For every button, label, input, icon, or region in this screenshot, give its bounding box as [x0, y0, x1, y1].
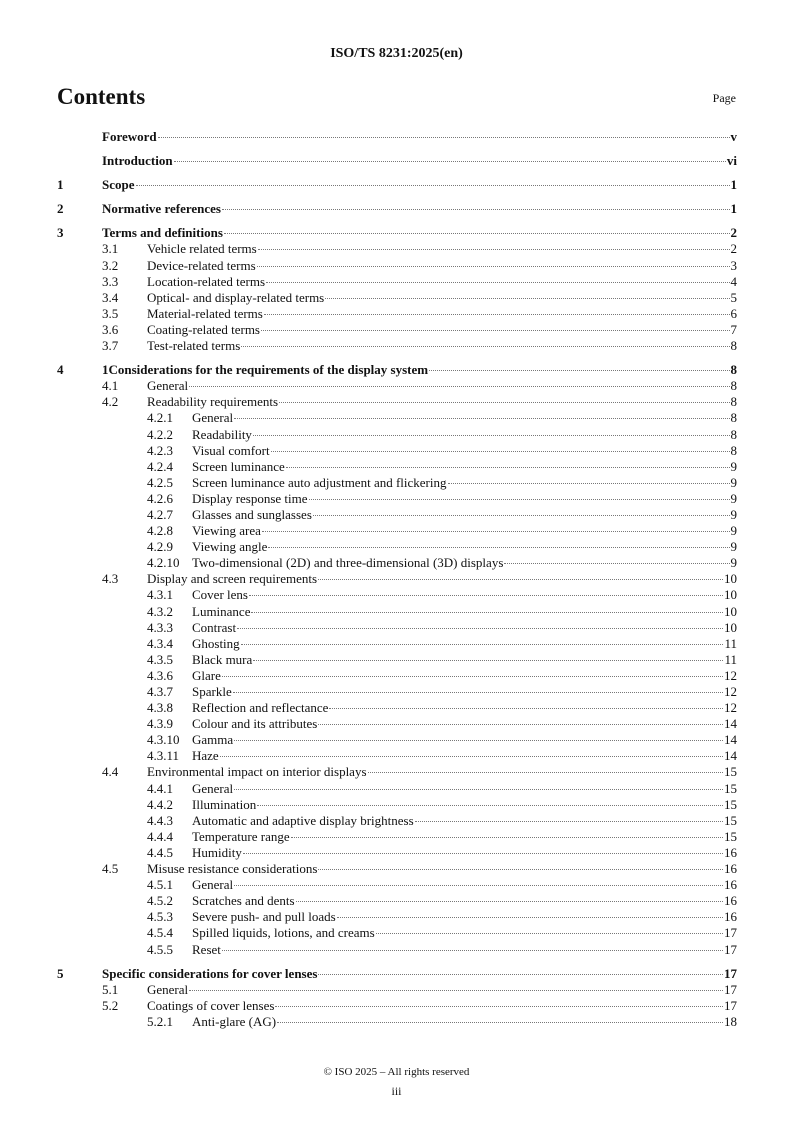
toc-entry-number: 4.4.4	[147, 828, 173, 844]
toc-entry-page: 16	[724, 909, 737, 925]
toc-entry-page: 15	[724, 812, 737, 828]
toc-entry-page: 8	[730, 410, 737, 426]
toc-dot-leader	[234, 789, 723, 790]
toc-entry-number: 3.7	[102, 338, 119, 354]
toc-dot-leader	[174, 161, 726, 162]
toc-entry-page: 16	[724, 844, 737, 860]
toc-entry-title: Temperature range	[192, 828, 290, 844]
toc-entry[interactable]	[57, 394, 737, 410]
toc-entry-number: 3.3	[102, 273, 119, 289]
toc-entry-number: 3.5	[102, 305, 119, 321]
toc-dot-leader	[325, 298, 729, 299]
toc-entry-page: 3	[730, 257, 737, 273]
toc-entry-title: Scratches and dents	[192, 893, 295, 909]
toc-entry-title: Haze	[192, 748, 219, 764]
toc-dot-leader	[222, 209, 730, 210]
toc-entry[interactable]	[57, 177, 737, 193]
toc-entry-number: 3.1	[102, 241, 119, 257]
toc-entry-number: 4.2.6	[147, 490, 173, 506]
toc-entry[interactable]	[57, 427, 737, 443]
toc-dot-leader	[415, 821, 723, 822]
toc-dot-leader	[264, 314, 730, 315]
toc-entry-page: 10	[724, 603, 737, 619]
toc-entry-page: 8	[730, 442, 737, 458]
toc-entry-number: 4.2.4	[147, 458, 173, 474]
toc-entry-number: 3.6	[102, 321, 119, 337]
toc-entry[interactable]	[57, 338, 737, 354]
toc-entry[interactable]	[57, 258, 737, 274]
toc-entry[interactable]	[57, 748, 737, 764]
toc-entry-number: 4.4	[102, 764, 119, 780]
toc-dot-leader	[318, 974, 723, 975]
toc-entry-number: 3	[57, 225, 64, 241]
toc-entry-page: 16	[724, 893, 737, 909]
page-number: iii	[391, 1084, 402, 1098]
toc-dot-leader	[296, 901, 723, 902]
toc-entry-page: 9	[730, 555, 737, 571]
toc-entry-title: General	[147, 378, 189, 394]
toc-entry[interactable]	[57, 942, 737, 958]
toc-entry-number: 4.3.9	[147, 716, 173, 732]
toc-entry-page: 16	[724, 861, 737, 877]
toc-dot-leader	[329, 708, 723, 709]
toc-entry-page: 8	[730, 394, 737, 410]
toc-dot-leader	[257, 805, 723, 806]
toc-entry-number: 5.2.1	[147, 1013, 173, 1029]
toc-entry-title: Misuse resistance considerations	[147, 861, 318, 877]
toc-dot-leader	[368, 772, 723, 773]
toc-entry-number: 4.3.2	[147, 603, 173, 619]
toc-entry[interactable]	[57, 668, 737, 684]
toc-entry[interactable]	[57, 1014, 737, 1030]
toc-entry-title: Material-related terms	[147, 305, 263, 321]
toc-entry-title: Gamma	[192, 732, 234, 748]
toc-dot-leader	[268, 547, 729, 548]
toc-entry-page: 4	[730, 273, 737, 289]
toc-entry-page: vi	[726, 153, 737, 169]
toc-entry-page: 8	[730, 362, 737, 378]
toc-dot-leader	[222, 676, 723, 677]
toc-entry-number: 3.4	[102, 289, 119, 305]
toc-entry-title: Reset	[192, 941, 221, 957]
toc-entry-page: 9	[730, 474, 737, 490]
toc-entry[interactable]	[57, 571, 737, 587]
toc-entry-page: 17	[724, 941, 737, 957]
toc-entry-number: 4.3.1	[147, 587, 173, 603]
toc-entry[interactable]	[57, 241, 737, 257]
toc-dot-leader	[448, 483, 730, 484]
toc-entry-page: 17	[724, 981, 737, 997]
toc-dot-leader	[275, 1006, 723, 1007]
toc-entry-title: Normative references	[102, 201, 221, 217]
toc-entry-number: 2	[57, 201, 64, 217]
toc-dot-leader	[309, 499, 730, 500]
toc-entry-page: 14	[724, 748, 737, 764]
toc-entry-title: Coating-related terms	[147, 321, 260, 337]
toc-entry-number: 4.2.1	[147, 410, 173, 426]
toc-entry[interactable]	[57, 636, 737, 652]
toc-entry[interactable]	[57, 764, 737, 780]
toc-entry[interactable]	[57, 443, 737, 459]
toc-dot-leader	[337, 917, 723, 918]
toc-entry-title: Display response time	[192, 490, 308, 506]
toc-entry-title: Display and screen requirements	[147, 571, 318, 587]
toc-dot-leader	[291, 837, 723, 838]
toc-dot-leader	[241, 346, 729, 347]
toc-entry-title: Terms and definitions	[102, 225, 223, 241]
toc-entry-page: 10	[724, 587, 737, 603]
toc-entry-page: 6	[730, 305, 737, 321]
toc-entry[interactable]	[57, 322, 737, 338]
toc-entry-title: Glare	[192, 667, 221, 683]
toc-entry[interactable]	[57, 966, 737, 982]
toc-entry-page: 9	[730, 490, 737, 506]
toc-entry[interactable]	[57, 813, 737, 829]
toc-entry-page: 2	[730, 225, 737, 241]
toc-entry-title: Location-related terms	[147, 273, 266, 289]
toc-entry-title: Anti-glare (AG)	[192, 1013, 277, 1029]
toc-entry-title: Spilled liquids, lotions, and creams	[192, 925, 375, 941]
toc-entry-number: 4.3.3	[147, 619, 173, 635]
toc-entry-number: 4.3.6	[147, 667, 173, 683]
toc-entry-title: Optical- and display-related terms	[147, 289, 325, 305]
toc-entry-page: 9	[730, 523, 737, 539]
copyright-footer: © ISO 2025 – All rights reserved	[323, 1066, 470, 1078]
toc-entry-page: 12	[724, 667, 737, 683]
toc-entry-number: 4.5.2	[147, 893, 173, 909]
toc-entry-number: 4.5.4	[147, 925, 173, 941]
toc-entry-page: 15	[724, 796, 737, 812]
toc-entry[interactable]	[57, 684, 737, 700]
toc-entry-title: Vehicle related terms	[147, 241, 257, 257]
toc-entry[interactable]	[57, 716, 737, 732]
toc-entry-title: Readability	[192, 426, 252, 442]
toc-entry-number: 4.3.7	[147, 684, 173, 699]
toc-dot-leader	[243, 853, 723, 854]
toc-entry-title: Screen luminance auto adjustment and flickering	[192, 474, 447, 490]
toc-dot-leader	[286, 467, 730, 468]
toc-entry-page: 5	[730, 289, 737, 305]
toc-entry-page: 14	[724, 732, 737, 748]
toc-entry-number: 4.4.1	[147, 780, 173, 796]
toc-dot-leader	[504, 563, 729, 564]
toc-entry-page: 8	[730, 338, 737, 354]
document-header: ISO/TS 8231:2025(en)	[330, 46, 463, 61]
toc-entry[interactable]	[57, 410, 737, 426]
toc-entry-title: Foreword	[102, 129, 157, 144]
toc-entry[interactable]	[57, 555, 737, 571]
toc-entry[interactable]	[57, 877, 737, 893]
toc-entry-title: Two-dimensional (2D) and three-dimensional (3D) displays	[192, 555, 504, 571]
toc-entry-page: 2	[730, 241, 737, 257]
toc-entry-title: Illumination	[192, 796, 257, 812]
toc-entry-number: 4.4.2	[147, 796, 173, 812]
toc-entry-page: 8	[730, 426, 737, 442]
toc-entry-number: 4.3.4	[147, 635, 173, 651]
toc-entry[interactable]	[57, 378, 737, 394]
toc-dot-leader	[279, 402, 729, 403]
toc-dot-leader	[253, 660, 723, 661]
toc-entry-page: 10	[724, 619, 737, 635]
toc-dot-leader	[376, 933, 723, 934]
toc-entry[interactable]	[57, 829, 737, 845]
toc-entry-page: 8	[730, 378, 737, 394]
toc-entry[interactable]	[57, 523, 737, 539]
toc-entry-page: 7	[730, 321, 737, 337]
toc-dot-leader	[266, 282, 729, 283]
toc-entry[interactable]	[57, 362, 737, 378]
toc-entry-number: 4.3.11	[147, 748, 180, 764]
toc-entry-number: 4.1	[102, 378, 119, 394]
toc-entry-page: 9	[730, 458, 737, 474]
toc-entry-title: 1Considerations for the requirements of the display system	[102, 362, 429, 378]
toc-entry-number: 4.2.8	[147, 523, 173, 539]
toc-entry[interactable]	[57, 306, 737, 322]
toc-entry-number: 4.4.5	[147, 844, 173, 860]
toc-dot-leader	[220, 756, 723, 757]
toc-entry-title: Severe push- and pull loads	[192, 909, 336, 925]
toc-dot-leader	[313, 515, 730, 516]
toc-dot-leader	[234, 740, 723, 741]
toc-entry-number: 4.2.10	[147, 555, 180, 571]
toc-dot-leader	[271, 451, 730, 452]
toc-entry[interactable]	[57, 459, 737, 475]
toc-entry[interactable]	[57, 539, 737, 555]
toc-entry-title: Glasses and sunglasses	[192, 506, 312, 522]
page-column-label: Page	[712, 91, 736, 105]
toc-entry-number: 4.2.2	[147, 426, 173, 442]
toc-entry-page: 15	[724, 780, 737, 796]
toc-entry-page: 17	[724, 965, 737, 981]
toc-entry-page: 9	[730, 506, 737, 522]
toc-entry[interactable]	[57, 225, 737, 241]
toc-entry-title: Introduction	[102, 153, 173, 169]
toc-entry-title: Ghosting	[192, 635, 240, 651]
toc-entry[interactable]	[57, 153, 737, 169]
toc-dot-leader	[429, 370, 729, 371]
toc-entry-page: 17	[724, 925, 737, 941]
toc-entry-title: General	[147, 981, 189, 997]
toc-entry[interactable]	[57, 700, 737, 716]
toc-entry[interactable]	[57, 909, 737, 925]
toc-entry-number: 4.2.9	[147, 539, 173, 555]
toc-entry[interactable]	[57, 129, 737, 145]
toc-entry[interactable]	[57, 982, 737, 998]
toc-entry-title: Screen luminance	[192, 458, 285, 474]
toc-entry-number: 4.2.3	[147, 442, 173, 458]
toc-entry-number: 4.3	[102, 571, 119, 587]
toc-dot-leader	[189, 386, 729, 387]
toc-entry-title: Colour and its attributes	[192, 716, 318, 732]
toc-entry-title: Contrast	[192, 619, 237, 635]
toc-entry-title: Viewing area	[192, 523, 261, 539]
toc-entry-number: 5.2	[102, 997, 119, 1013]
toc-entry-title: Readability requirements	[147, 394, 279, 410]
toc-entry-number: 4.5	[102, 861, 119, 877]
toc-entry-title: Automatic and adaptive display brightness	[192, 812, 414, 828]
toc-entry-title: Scope	[102, 177, 135, 193]
toc-entry-title: Device-related terms	[147, 257, 256, 273]
toc-entry-page: 15	[724, 828, 737, 844]
toc-entry[interactable]	[57, 797, 737, 813]
toc-entry[interactable]	[57, 604, 737, 620]
toc-entry-title: Cover lens	[192, 587, 248, 603]
toc-entry-number: 4.5.5	[147, 941, 173, 957]
toc-dot-leader	[249, 595, 723, 596]
toc-dot-leader	[136, 185, 730, 186]
toc-dot-leader	[234, 885, 723, 886]
toc-entry-title: General	[192, 780, 234, 796]
toc-entry[interactable]	[57, 201, 737, 217]
toc-entry-page: 9	[730, 539, 737, 555]
toc-entry-number: 4.4.3	[147, 812, 173, 828]
table-of-contents	[57, 129, 737, 1030]
toc-entry[interactable]	[57, 925, 737, 941]
toc-entry[interactable]	[57, 861, 737, 877]
toc-entry-title: Reflection and reflectance	[192, 700, 329, 716]
toc-entry-number: 1	[57, 177, 64, 193]
toc-entry-title: General	[192, 410, 234, 426]
toc-entry-title: Black mura	[192, 651, 253, 667]
toc-dot-leader	[277, 1022, 723, 1023]
page-title: Contents	[57, 84, 146, 109]
toc-entry-title: Coatings of cover lenses	[147, 997, 275, 1013]
toc-entry-page: 16	[724, 877, 737, 893]
toc-entry[interactable]	[57, 475, 737, 491]
toc-dot-leader	[318, 579, 723, 580]
toc-entry-number: 5.1	[102, 981, 119, 997]
toc-entry[interactable]	[57, 620, 737, 636]
toc-entry-number: 4.5.3	[147, 909, 173, 925]
toc-entry-title: Test-related terms	[147, 338, 241, 354]
toc-entry-title: Viewing angle	[192, 539, 268, 555]
toc-entry-page: 14	[724, 716, 737, 732]
toc-entry-page: 1	[730, 201, 737, 217]
toc-entry-page: 11	[724, 635, 737, 651]
toc-dot-leader	[258, 249, 730, 250]
toc-entry-page: v	[730, 129, 737, 144]
toc-entry-page: 12	[724, 684, 737, 699]
toc-entry[interactable]	[57, 998, 737, 1014]
toc-dot-leader	[158, 137, 730, 138]
toc-entry-number: 4	[57, 362, 64, 378]
toc-entry-number: 4.3.10	[147, 732, 180, 748]
toc-dot-leader	[234, 418, 729, 419]
toc-entry[interactable]	[57, 290, 737, 306]
toc-dot-leader	[222, 950, 723, 951]
toc-entry-number: 4.2	[102, 394, 119, 410]
toc-dot-leader	[241, 644, 724, 645]
toc-entry[interactable]	[57, 845, 737, 861]
toc-dot-leader	[262, 531, 730, 532]
toc-dot-leader	[253, 435, 730, 436]
toc-entry-number: 4.2.5	[147, 474, 173, 490]
toc-entry-title: General	[192, 877, 234, 893]
toc-entry-title: Sparkle	[192, 684, 232, 699]
toc-entry[interactable]	[57, 507, 737, 523]
toc-entry[interactable]	[57, 652, 737, 668]
toc-entry[interactable]	[57, 491, 737, 507]
toc-entry-title: Environmental impact on interior displays	[147, 764, 367, 780]
toc-entry-page: 11	[724, 651, 737, 667]
toc-entry-title: Luminance	[192, 603, 251, 619]
toc-dot-leader	[224, 233, 730, 234]
toc-entry[interactable]	[57, 274, 737, 290]
toc-dot-leader	[257, 266, 730, 267]
toc-dot-leader	[233, 692, 723, 693]
toc-entry-title: Specific considerations for cover lenses	[102, 965, 318, 981]
toc-dot-leader	[237, 628, 723, 629]
toc-entry-number: 3.2	[102, 257, 119, 273]
toc-dot-leader	[318, 869, 723, 870]
toc-dot-leader	[318, 724, 723, 725]
toc-entry-page: 1	[730, 177, 737, 193]
toc-dot-leader	[189, 990, 723, 991]
toc-entry-number: 4.3.8	[147, 700, 173, 716]
toc-entry[interactable]	[57, 781, 737, 797]
toc-entry[interactable]	[57, 732, 737, 748]
toc-entry-title: Visual comfort	[192, 442, 270, 458]
toc-entry[interactable]	[57, 587, 737, 603]
toc-dot-leader	[251, 612, 723, 613]
toc-entry-page: 15	[724, 764, 737, 780]
toc-entry-page: 17	[724, 997, 737, 1013]
toc-entry[interactable]	[57, 893, 737, 909]
toc-entry-page: 10	[724, 571, 737, 587]
toc-entry-number: 4.3.5	[147, 651, 173, 667]
toc-dot-leader	[261, 330, 730, 331]
toc-entry-page: 12	[724, 700, 737, 716]
toc-entry-page: 18	[724, 1013, 737, 1029]
toc-entry-number: 4.5.1	[147, 877, 173, 893]
toc-entry-number: 5	[57, 965, 64, 981]
toc-entry-title: Humidity	[192, 844, 242, 860]
toc-entry-number: 4.2.7	[147, 506, 173, 522]
